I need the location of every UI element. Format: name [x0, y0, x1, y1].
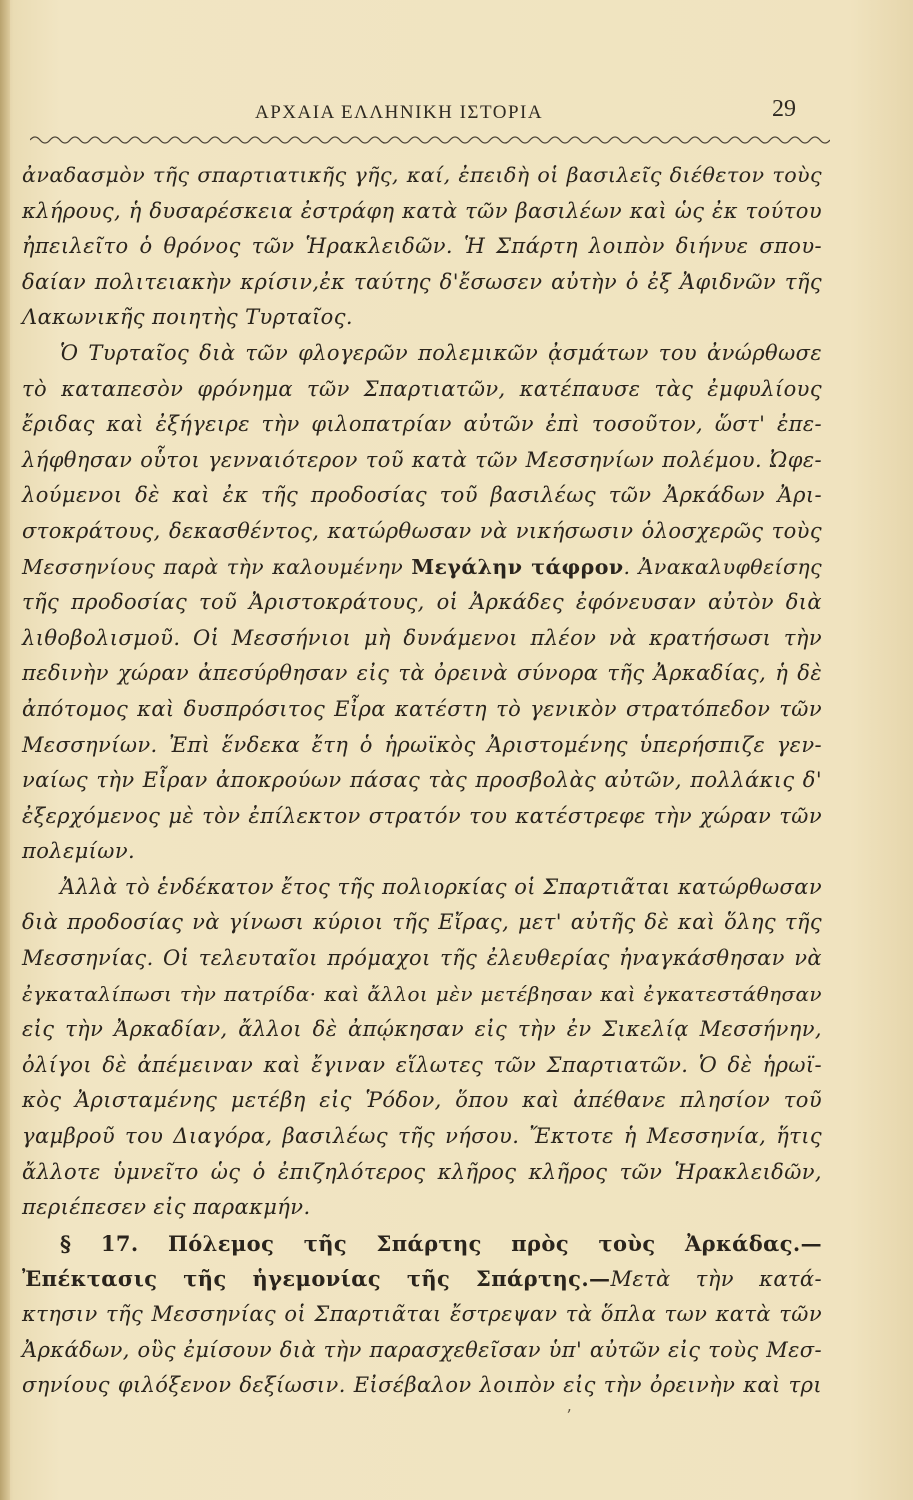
text-line: πολεμίων.: [22, 839, 136, 864]
page-number: 29: [772, 96, 796, 122]
text-line: σηνίους φιλόξενον δεξίωσιν. Εἰσέβαλον λοιπὸν εἰς τὴν ὀρεινὴν καὶ τρι: [22, 1373, 822, 1398]
megali-tafros-line-text: Μεσσηνίους παρὰ τὴν καλουμένην Μεγάλην τάφρον. Ἀνακαλυφθείσης: [22, 554, 822, 579]
text-line: τὸ καταπεσὸν φρόνημα τῶν Σπαρτιατῶν, κατέπαυσε τὰς ἐμφυλίους: [22, 376, 822, 401]
running-title: ΑΡΧΑΙΑ ΕΛΛΗΝΙΚΗ ΙΣΤΟΡΙΑ: [255, 102, 544, 123]
body-text: [22, 158, 822, 1404]
text-line: ὀλίγοι δὲ ἀπέμειναν καὶ ἔγιναν εἵλωτες τῶν Σπαρτιατῶν. Ὁ δὲ ἡρωϊ-: [22, 1052, 822, 1077]
text-line: ἠπειλεῖτο ὁ θρόνος τῶν Ἡρακλειδῶν. Ἡ Σπάρτη λοιπὸν διήνυε σπου-: [22, 234, 822, 259]
text-line: ἀπότομος καὶ δυσπρόσιτος Εἶρα κατέστη τὸ γενικὸν στρατόπεδον τῶν: [22, 696, 822, 721]
wavy-rule-ornament: [30, 128, 830, 148]
text-line: ναίως τὴν Εἶραν ἀποκρούων πάσας τὰς προσβολὰς αὐτῶν, πολλάκις δ': [22, 768, 822, 793]
text-line: ἐγκαταλίπωσι τὴν πατρίδα· καὶ ἄλλοι μὲν μετέβησαν καὶ ἐγκατεστάθησαν: [22, 981, 822, 1006]
binding-edge: [0, 0, 10, 1500]
section-17-subtitle-text: Ἐπέκτασις τῆς ἡγεμονίας τῆς Σπάρτης.—Μετὰ τὴν κατά-: [22, 1266, 822, 1292]
text-line: λιθοβολισμοῦ. Οἱ Μεσσήνιοι μὴ δυνάμενοι πλέον νὰ κρατήσωσι τὴν: [22, 625, 822, 650]
section-17-subtitle-line: [22, 1261, 822, 1297]
text-line: διὰ προδοσίας νὰ γίνωσι κύριοι τῆς Εἴρας, μετ' αὐτῆς δὲ καὶ ὅλης τῆς: [22, 910, 822, 935]
text-line: ἐξερχόμενος μὲ τὸν ἐπίλεκτον στρατόν του κατέστρεφε τὴν χώραν τῶν: [22, 803, 822, 828]
text-line: περιέπεσεν εἰς παρακμήν.: [22, 1195, 311, 1220]
section-17-heading: § 17. Πόλεμος τῆς Σπάρτης πρὸς τοὺς Ἀρκάδας.—: [60, 1230, 822, 1256]
ink-mark: ʼ: [566, 1406, 572, 1425]
text-line: ἔριδας καὶ ἐξήγειρε τὴν φιλοπατρίαν αὐτῶν ἐπὶ τοσοῦτον, ὥστ' ἐπε-: [22, 412, 822, 437]
text-line: τῆς προδοσίας τοῦ Ἀριστοκράτους, οἱ Ἀρκάδες ἐφόνευσαν αὐτὸν διὰ: [22, 590, 822, 615]
text-line: κτησιν τῆς Μεσσηνίας οἱ Σπαρτιᾶται ἔστρεψαν τὰ ὅπλα των κατὰ τῶν: [22, 1302, 822, 1326]
text-line: δαίαν πολιτειακὴν κρίσιν,ἐκ ταύτης δ'ἔσωσεν αὐτὴν ὁ ἐξ Ἀφιδνῶν τῆς: [22, 269, 822, 294]
text-line: κλήρους, ἡ δυσαρέσκεια ἐστράφη κατὰ τῶν βασιλέων καὶ ὡς ἐκ τούτου: [22, 198, 822, 223]
text-line: λούμενοι δὲ καὶ ἐκ τῆς προδοσίας τοῦ βασιλέως τῶν Ἀρκάδων Ἀρι-: [22, 483, 822, 508]
paragraph-start: Ὁ Τυρταῖος διὰ τῶν φλογερῶν πολεμικῶν ᾀσμάτων του ἀνώρθωσε: [60, 340, 822, 365]
text-line: ἄλλοτε ὑμνεῖτο ὡς ὁ ἐπιζηλότερος κλῆρος κλῆρος τῶν Ἡρακλειδῶν,: [22, 1159, 822, 1184]
text-line: στοκράτους, δεκασθέντος, κατώρθωσαν νὰ νικήσωσιν ὁλοσχερῶς τοὺς: [22, 518, 822, 543]
text-line: Μεσσηνίας. Οἱ τελευταῖοι πρόμαχοι τῆς ἐλευθερίας ἠναγκάσθησαν νὰ: [22, 946, 822, 971]
text-line-megali-tafros: [22, 550, 822, 586]
text-line: Μεσσηνίων. Ἐπὶ ἕνδεκα ἔτη ὁ ἡρωϊκὸς Ἀριστομένης ὑπερήσπιζε γεν-: [22, 732, 822, 757]
bold-phrase: Ἐπέκτασις τῆς ἡγεμονίας τῆς Σπάρτης.—: [22, 1266, 611, 1292]
bold-phrase: Μεγάλην τάφρον: [411, 554, 624, 579]
text-line: ἀναδασμὸν τῆς σπαρτιατικῆς γῆς, καί, ἐπειδὴ οἱ βασιλεῖς διέθετον τοὺς: [22, 163, 822, 187]
paragraph-start: Ἀλλὰ τὸ ἑνδέκατον ἔτος τῆς πολιορκίας οἱ Σπαρτιᾶται κατώρθωσαν: [60, 874, 822, 899]
text-line: εἰς τὴν Ἀρκαδίαν, ἄλλοι δὲ ἀπῴκησαν εἰς τὴν ἐν Σικελίᾳ Μεσσήνην,: [22, 1017, 822, 1042]
text-line: γαμβροῦ του Διαγόρα, βασιλέως τῆς νήσου. Ἔκτοτε ἡ Μεσσηνία, ἥτις: [22, 1124, 822, 1149]
text-line: Λακωνικῆς ποιητὴς Τυρταῖος.: [22, 305, 353, 330]
text-line: κὸς Ἀρισταμένης μετέβη εἰς Ῥόδον, ὅπου καὶ ἀπέθανε πλησίον τοῦ: [22, 1088, 822, 1113]
text-line: Ἀρκάδων, οὓς ἐμίσουν διὰ τὴν παρασχεθεῖσαν ὑπ' αὐτῶν εἰς τοὺς Μεσ-: [22, 1337, 822, 1362]
text-line: λήφθησαν οὗτοι γενναιότερον τοῦ κατὰ τῶν Μεσσηνίων πολέμου. Ὠφε-: [22, 447, 822, 472]
text-line: πεδινὴν χώραν ἀπεσύρθησαν εἰς τὰ ὀρεινὰ σύνορα τῆς Ἀρκαδίας, ἡ δὲ: [22, 661, 822, 686]
